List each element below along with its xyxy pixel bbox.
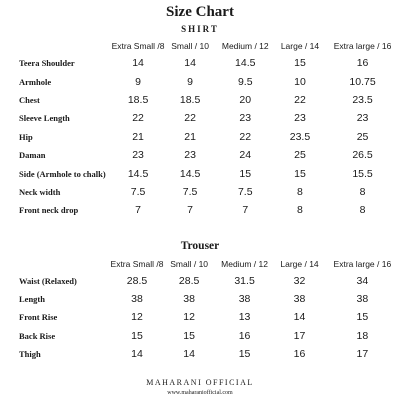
row-label: Front neck drop [19, 205, 79, 216]
measurement-cell: 18.5 [179, 93, 201, 106]
page-title: Size Chart [166, 4, 234, 20]
table-row [0, 345, 400, 363]
measurement-cell: 13 [238, 311, 251, 324]
column-header: Medium / 12 [221, 259, 268, 269]
measurement-cell: 8 [359, 204, 366, 217]
shirt-section-title: SHIRT [181, 24, 219, 34]
website-text: www.maharaniofficial.com [167, 390, 233, 396]
measurement-cell: 17 [293, 329, 306, 342]
measurement-cell: 23 [356, 112, 369, 125]
measurement-cell: 24 [239, 149, 252, 162]
row-label: Length [19, 294, 45, 305]
measurement-cell: 8 [297, 185, 303, 198]
table-row [0, 308, 400, 326]
row-label: Hip [19, 131, 33, 142]
header-blank-cell [0, 256, 111, 272]
shirt-size-table [0, 38, 400, 220]
column-header: Small / 10 [171, 41, 209, 51]
measurement-cell: 14.5 [179, 167, 201, 180]
measurement-cell: 7.5 [182, 185, 198, 198]
table-header-row [0, 256, 400, 272]
table-row [0, 91, 400, 109]
measurement-cell: 15 [294, 57, 306, 70]
row-label: Front Rise [19, 312, 58, 323]
measurement-cell: 15 [356, 311, 369, 324]
measurement-cell: 7 [135, 204, 141, 217]
measurement-cell: 34 [356, 275, 369, 288]
measurement-cell: 22 [184, 112, 196, 125]
measurement-cell: 15 [238, 347, 251, 360]
table-row [0, 72, 400, 90]
row-label: Back Rise [19, 330, 56, 341]
table-row [0, 128, 400, 146]
row-label: Daman [19, 150, 46, 161]
measurement-cell: 18 [356, 329, 369, 342]
measurement-cell: 15.5 [352, 167, 373, 180]
measurement-cell: 23.5 [289, 130, 311, 143]
measurement-cell: 38 [131, 293, 143, 306]
column-header: Extra Small /8 [110, 259, 164, 269]
measurement-cell: 14 [131, 347, 143, 360]
measurement-cell: 21 [184, 130, 196, 143]
measurement-cell: 8 [359, 185, 366, 198]
measurement-cell: 38 [238, 293, 251, 306]
table-row [0, 201, 400, 219]
column-header: Extra large / 16 [333, 41, 392, 51]
measurement-cell: 15 [131, 329, 143, 342]
trouser-size-table [0, 256, 400, 363]
trouser-section-title: Trouser [180, 240, 220, 252]
measurement-cell: 16 [293, 347, 306, 360]
measurement-cell: 14.5 [127, 167, 149, 180]
measurement-cell: 38 [293, 293, 306, 306]
row-label: Teera Shoulder [19, 58, 75, 69]
measurement-cell: 16 [356, 57, 369, 70]
measurement-cell: 15 [183, 329, 195, 342]
measurement-cell: 28.5 [126, 275, 148, 288]
measurement-cell: 10 [294, 75, 306, 88]
measurement-cell: 14 [184, 57, 196, 70]
measurement-cell: 7.5 [130, 185, 146, 198]
measurement-cell: 15 [239, 167, 252, 180]
measurement-cell: 12 [131, 311, 143, 324]
row-label: Thigh [19, 348, 41, 359]
row-label: Waist (Relaxed) [19, 276, 77, 287]
measurement-cell: 14 [132, 57, 144, 70]
table-row [0, 290, 400, 308]
measurement-cell: 15 [294, 167, 306, 180]
measurement-cell: 28.5 [178, 275, 200, 288]
measurement-cell: 14 [293, 311, 306, 324]
measurement-cell: 23.5 [352, 93, 373, 106]
measurement-cell: 23 [239, 112, 252, 125]
table-row [0, 54, 400, 72]
measurement-cell: 17 [356, 347, 369, 360]
measurement-cell: 14 [183, 347, 195, 360]
row-label: Neck width [19, 186, 61, 197]
table-header-row [0, 38, 400, 54]
measurement-cell: 38 [356, 293, 369, 306]
measurement-cell: 9 [135, 75, 141, 88]
measurement-cell: 8 [297, 204, 303, 217]
measurement-cell: 23 [294, 112, 306, 125]
column-header: Large / 14 [280, 259, 319, 269]
table-row [0, 164, 400, 182]
measurement-cell: 22 [132, 112, 144, 125]
column-header: Extra Small /8 [111, 41, 165, 51]
measurement-cell: 10.75 [349, 75, 376, 88]
measurement-cell: 9.5 [237, 75, 253, 88]
row-label: Chest [19, 94, 40, 105]
table-row [0, 327, 400, 345]
measurement-cell: 23 [132, 149, 144, 162]
column-header: Medium / 12 [221, 41, 269, 51]
measurement-cell: 9 [187, 75, 193, 88]
column-header: Large / 14 [280, 41, 320, 51]
header-blank-cell [0, 38, 112, 54]
measurement-cell: 21 [132, 130, 144, 143]
column-header: Extra large / 16 [333, 259, 392, 269]
measurement-cell: 22 [294, 93, 306, 106]
measurement-cell: 26.5 [352, 149, 373, 162]
row-label: Sleeve Length [19, 113, 70, 124]
table-row [0, 183, 400, 201]
table-row [0, 146, 400, 164]
measurement-cell: 14.5 [235, 57, 256, 70]
measurement-cell: 18.5 [127, 93, 149, 106]
measurement-cell: 25 [356, 130, 369, 143]
brand-name: MAHARANI OFFICIAL [146, 378, 254, 387]
measurement-cell: 16 [238, 329, 251, 342]
measurement-cell: 7.5 [237, 185, 253, 198]
table-row [0, 272, 400, 290]
column-header: Small / 10 [170, 259, 209, 269]
measurement-cell: 25 [294, 149, 306, 162]
row-label: Side (Armhole to chalk) [19, 168, 106, 179]
measurement-cell: 38 [183, 293, 195, 306]
measurement-cell: 7 [187, 204, 193, 217]
measurement-cell: 23 [184, 149, 196, 162]
row-label: Armhole [19, 76, 52, 87]
measurement-cell: 20 [239, 93, 252, 106]
measurement-cell: 7 [242, 204, 249, 217]
measurement-cell: 22 [239, 130, 252, 143]
measurement-cell: 32 [293, 275, 306, 288]
table-row [0, 109, 400, 127]
measurement-cell: 12 [183, 311, 195, 324]
measurement-cell: 31.5 [234, 275, 255, 288]
